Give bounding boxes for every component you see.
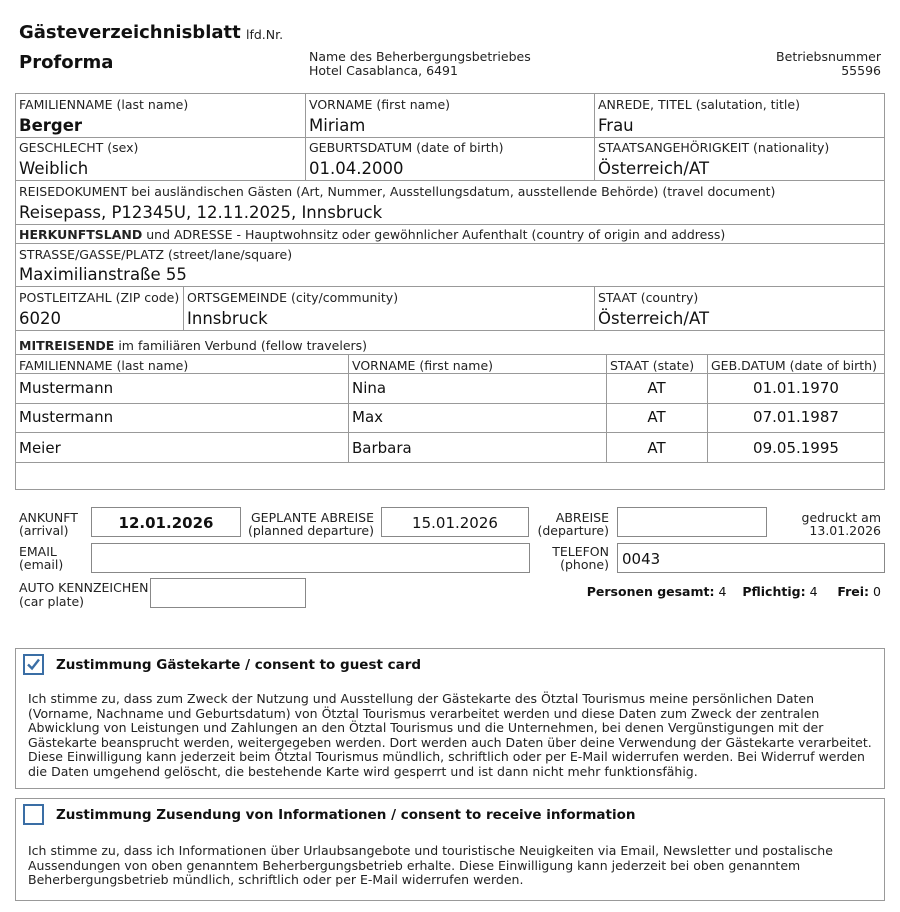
lfd-number-label: lfd.Nr. [246,27,284,42]
guest-card-checkbox[interactable] [23,654,44,675]
fellow-state: AT [647,379,666,397]
dob-label: GEBURTSDATUM (date of birth) [309,140,504,155]
checkmark-icon [25,656,42,673]
liable-value: 4 [809,584,818,599]
car-plate-field[interactable] [150,578,306,608]
fellow-dob: 01.01.1970 [753,379,839,397]
persons-total-value: 4 [718,584,727,599]
car-plate-label: AUTO KENNZEICHEN [19,580,149,595]
planned-departure-label: GEPLANTE ABREISE [250,510,374,525]
information-consent-title: Zustimmung Zusendung von Informationen / consent to receive information [56,807,636,823]
fellow-state: AT [647,408,666,426]
lastname-value[interactable]: Berger [19,116,83,135]
departure-label: ABREISE [555,510,609,525]
fellow-firstname: Max [352,408,384,426]
fellow-col-state: STAAT (state) [610,358,695,373]
fellow-lastname: Mustermann [19,408,114,426]
firstname-value[interactable]: Miriam [309,116,366,135]
email-field[interactable] [91,543,530,573]
business-number-label: Betriebsnummer [776,49,881,64]
travel-document-label: REISEDOKUMENT bei ausländischen Gästen (Art, Nummer, Ausstellungsdatum, ausstellende Behörde) (travel document) [19,184,776,199]
planned-departure-value: 15.01.2026 [412,514,498,532]
fellow-firstname: Nina [352,379,387,397]
fellow-lastname: Mustermann [19,379,114,397]
arrival-field[interactable] [91,507,241,537]
business-number-value: 55596 [841,63,881,78]
sex-label: GESCHLECHT (sex) [19,140,139,155]
zip-value[interactable]: 6020 [19,309,61,328]
fellow-dob: 09.05.1995 [753,439,839,457]
free-value: 0 [873,584,881,599]
form-subtitle: Proforma [19,52,114,73]
phone-value: 0043 [622,550,661,568]
arrival-value: 12.01.2026 [118,514,214,532]
fellow-col-firstname: VORNAME (first name) [352,358,494,373]
business-name-value: Hotel Casablanca, 6491 [309,63,458,78]
arrival-label: ANKUNFT [19,510,78,525]
planned-departure-sublabel: (planned departure) [247,523,374,538]
liable-label: Pflichtig: [742,584,806,599]
departure-sublabel: (departure) [537,523,609,538]
email-label: EMAIL [19,544,57,559]
planned-departure-field[interactable] [381,507,529,537]
street-label: STRASSE/GASSE/PLATZ (street/lane/square) [19,247,293,262]
city-value[interactable]: Innsbruck [187,309,268,328]
guest-card-consent-text: Ich stimme zu, dass zum Zweck der Nutzung und Ausstellung der Gästekarte des Ötztal Tourismus meine persönlichen Daten (Vorname, Nachname und Geburtsdatum) von Ötztal Tourismus verarbeitet werden und diese Daten zum Zweck der zentralen Abwicklung von Leistungen und Zahlungen an den Ötztal Tourismus und die Unternehmen, bei denen Vergünstigungen mit der Gästekarte beansprucht werden, weitergegeben werden. Dort werden auch Daten über deine Verwendung der Gästekarte verarbeitet. Diese Einwilligung kann jederzeit beim Ötztal Tourismus mündlich, schriftlich oder per E-Mail widerrufen werden. Bei Widerruf werden die Daten umgehend gelöscht, die bestehende Karte wird gesperrt und ist dann nicht mehr funktionsfähig. [28,691,872,779]
fellow-dob: 07.01.1987 [753,408,839,426]
fellow-lastname: Meier [19,439,61,457]
departure-field[interactable] [617,507,767,537]
free-label: Frei: [837,584,870,599]
fellow-col-lastname: FAMILIENNAME (last name) [19,358,189,373]
nationality-label: STAATSANGEHÖRIGKEIT (nationality) [598,140,830,155]
sex-value[interactable]: Weiblich [19,159,89,178]
form-title: Gästeverzeichnisblatt [19,22,241,43]
printed-date: 13.01.2026 [809,523,881,538]
nationality-value[interactable]: Österreich/AT [598,159,710,178]
printed-label: gedruckt am [801,510,881,525]
consent-guest-card-panel [15,648,885,789]
lastname-label: FAMILIENNAME (last name) [19,97,189,112]
fellow-firstname: Barbara [352,439,412,457]
fellow-heading: MITREISENDE im familiären Verbund (fellow travelers) [19,338,368,353]
zip-label: POSTLEITZAHL (ZIP code) [19,290,180,305]
guest-card-consent-title: Zustimmung Gästekarte / consent to guest card [56,657,422,673]
salutation-label: ANREDE, TITEL (salutation, title) [598,97,800,112]
arrival-sublabel: (arrival) [19,523,69,538]
information-checkbox[interactable] [23,804,44,825]
street-value[interactable]: Maximilianstraße 55 [19,265,187,284]
car-plate-sublabel: (car plate) [19,594,85,609]
information-consent-text: Ich stimme zu, dass ich Informationen über Urlaubsangebote und touristische Neuigkeiten via Email, Newsletter und postalische Aussendungen von oben genanntem Beherbergungsbetrieb erhalte. Diese Einwilligung kann jederzeit bei oben genanntem Beherbergungsbetrieb mündlich, schriftlich oder per E-Mail widerrufen werden. [28,843,833,888]
origin-heading: HERKUNFTSLAND und ADRESSE - Hauptwohnsitz oder gewöhnlicher Aufenthalt (country of origin and address) [19,227,726,242]
business-name-label: Name des Beherbergungsbetriebes [309,49,531,64]
firstname-label: VORNAME (first name) [309,97,451,112]
dob-value[interactable]: 01.04.2000 [309,159,404,178]
phone-label: TELEFON [552,544,609,559]
consent-information-panel [15,798,885,901]
salutation-value[interactable]: Frau [598,116,634,135]
person-counts [587,584,881,599]
persons-total-label: Personen gesamt: [586,584,715,599]
fellow-state: AT [647,439,666,457]
phone-sublabel: (phone) [560,557,609,572]
travel-document-value[interactable]: Reisepass, P12345U, 12.11.2025, Innsbruck [19,203,383,222]
fellow-col-dob: GEB.DATUM (date of birth) [711,358,877,373]
country-value[interactable]: Österreich/AT [598,309,710,328]
email-sublabel: (email) [19,557,64,572]
phone-field[interactable] [617,543,885,573]
country-label: STAAT (country) [598,290,699,305]
city-label: ORTSGEMEINDE (city/community) [187,290,399,305]
